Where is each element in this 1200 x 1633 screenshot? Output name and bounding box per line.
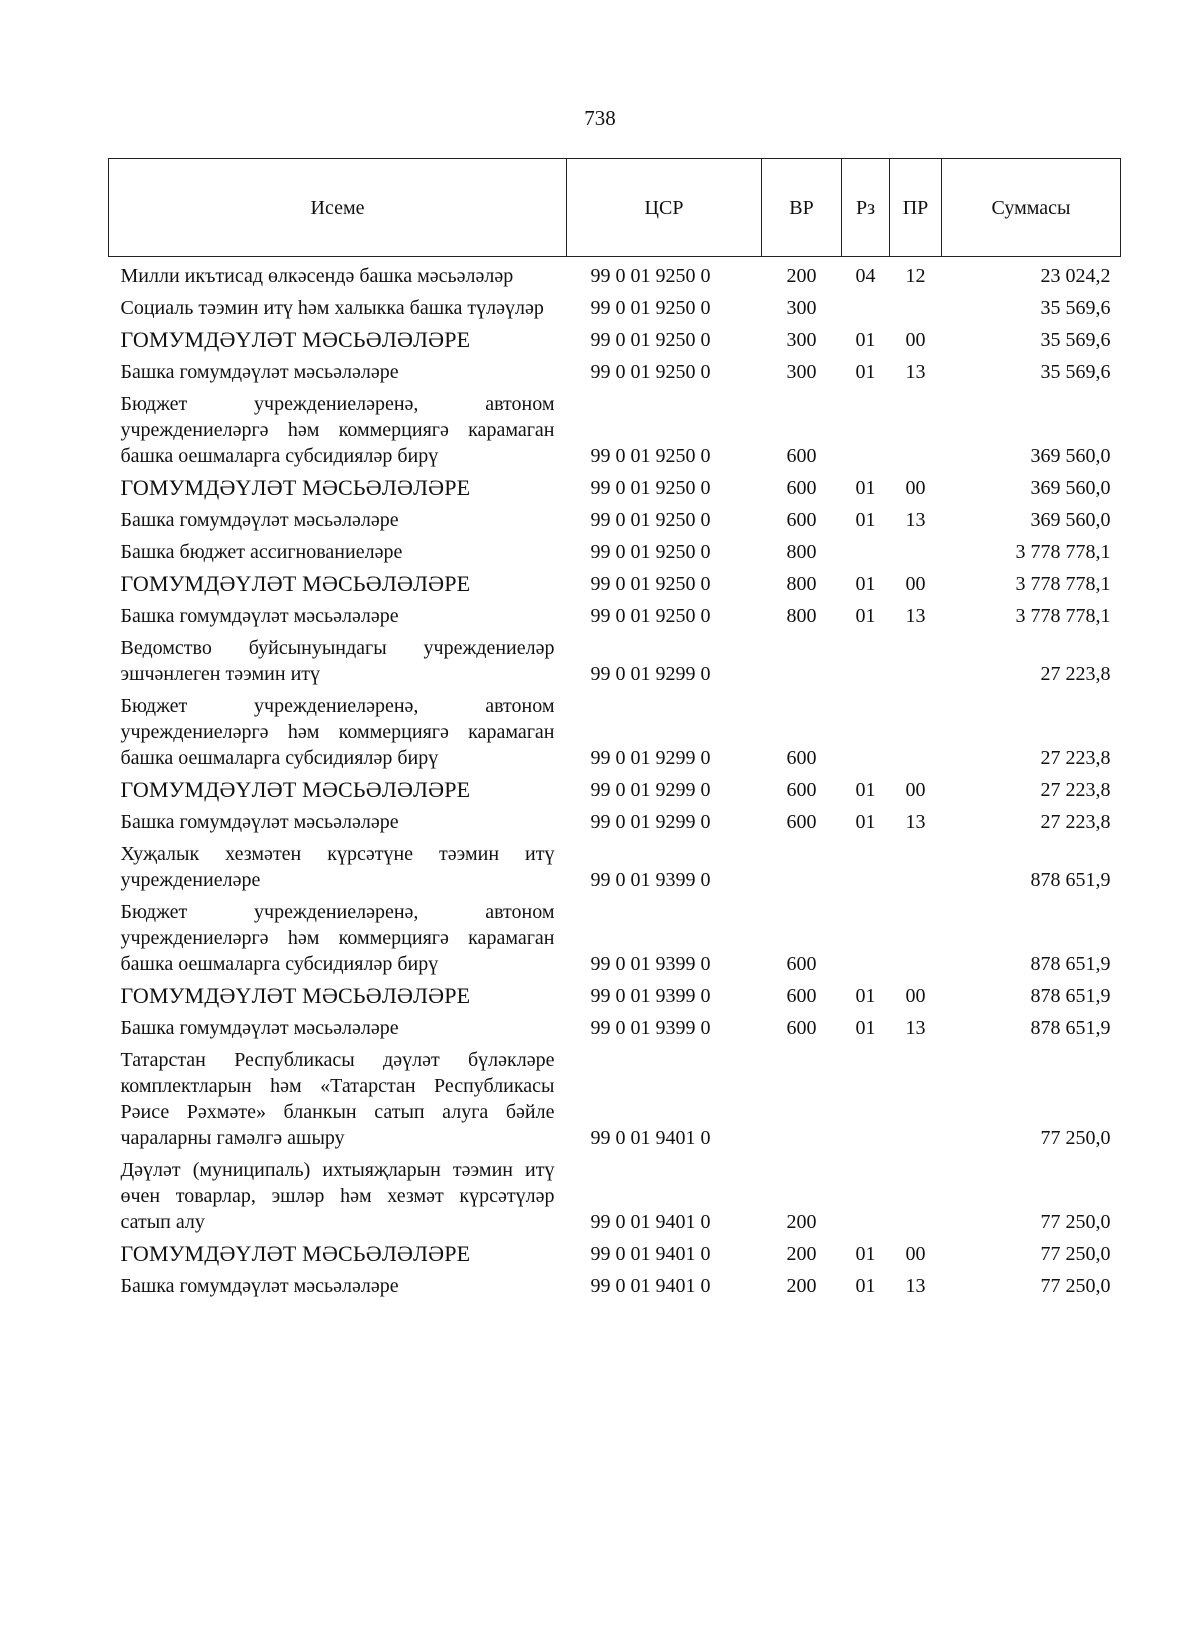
cell-name: Татарстан Республикасы дәүләт бүләкләре комплектларын һәм «Татарстан Республикасы Рәисе Рәхмәте» бланкын сатып алуга бәйле чараларны гамәлгә ашыру [120,1049,555,1149]
cell-csr: 99 0 01 9250 0 [590,445,711,467]
cell-vr: 800 [786,541,817,563]
cell-rz [842,388,890,472]
table-row [109,1154,1121,1238]
cell-csr: 99 0 01 9250 0 [590,329,711,351]
cell-sum: 35 569,6 [1040,361,1111,383]
cell-rz [842,838,890,896]
cell-name: Ведомство буйсынуындагы учреждениеләр эшчәнлеген тәэмин итү [120,637,555,685]
cell-csr: 99 0 01 9250 0 [590,297,711,319]
table-row [109,1238,1121,1270]
cell-sum: 3 778 778,1 [1015,605,1111,627]
cell-sum: 27 223,8 [1040,811,1111,833]
cell-vr: 600 [786,811,817,833]
table-row [109,980,1121,1012]
cell-csr: 99 0 01 9299 0 [590,663,711,685]
table-row [109,806,1121,838]
cell-rz: 01 [855,779,876,801]
cell-sum: 878 651,9 [1030,869,1111,891]
cell-pr [890,896,942,980]
table-row [109,690,1121,774]
cell-vr: 600 [786,779,817,801]
cell-pr: 00 [905,477,926,499]
cell-name: Башка гомумдәүләт мәсьәләләре [120,1017,399,1039]
cell-name: Башка бюджет ассигнованиеләре [120,541,403,563]
cell-csr: 99 0 01 9399 0 [590,1017,711,1039]
cell-vr: 600 [786,985,817,1007]
cell-rz: 01 [855,329,876,351]
cell-csr: 99 0 01 9401 0 [590,1275,711,1297]
cell-rz: 01 [855,361,876,383]
cell-csr: 99 0 01 9250 0 [590,541,711,563]
table-row [109,536,1121,568]
cell-csr: 99 0 01 9399 0 [590,985,711,1007]
table-row [109,1270,1121,1302]
cell-vr: 300 [786,329,817,351]
cell-pr: 00 [905,1243,926,1265]
cell-csr: 99 0 01 9401 0 [590,1127,711,1149]
table-row [109,324,1121,356]
cell-sum: 369 560,0 [1030,445,1111,467]
cell-pr: 12 [905,265,926,287]
table-row [109,568,1121,600]
cell-pr: 00 [905,985,926,1007]
cell-csr: 99 0 01 9250 0 [590,573,711,595]
cell-name: Башка гомумдәүләт мәсьәләләре [120,509,399,531]
cell-sum: 3 778 778,1 [1015,573,1111,595]
cell-name: Бюджет учреждениеләренә, автоном учреждениеләргә һәм коммерциягә карамаган башка оешмаларга субсидияләр бирү [120,901,555,975]
cell-vr: 300 [786,361,817,383]
header-row [109,159,1121,257]
cell-vr: 800 [786,605,817,627]
header-pr: ПР [890,159,942,257]
cell-rz: 01 [855,1243,876,1265]
cell-name: Башка гомумдәүләт мәсьәләләре [120,605,399,627]
cell-sum: 878 651,9 [1030,1017,1111,1039]
cell-sum: 3 778 778,1 [1015,541,1111,563]
cell-rz: 01 [855,573,876,595]
budget-table [108,158,1121,1302]
cell-pr: 13 [905,509,926,531]
cell-sum: 27 223,8 [1040,747,1111,769]
cell-pr [890,690,942,774]
cell-name: Башка гомумдәүләт мәсьәләләре [120,361,399,383]
cell-name: ГОМУМДӘҮЛӘТ МӘСЬӘЛӘЛӘРЕ [120,777,471,802]
cell-csr: 99 0 01 9250 0 [590,361,711,383]
cell-sum: 27 223,8 [1040,779,1111,801]
cell-vr: 600 [786,747,817,769]
table-row [109,896,1121,980]
table-row [109,356,1121,388]
table-row [109,292,1121,324]
cell-csr: 99 0 01 9250 0 [590,477,711,499]
cell-rz [842,292,890,324]
table-row [109,774,1121,806]
table-row [109,632,1121,690]
header-rz: Рз [842,159,890,257]
cell-sum: 369 560,0 [1030,509,1111,531]
cell-rz [842,1154,890,1238]
cell-name: ГОМУМДӘҮЛӘТ МӘСЬӘЛӘЛӘРЕ [120,571,471,596]
cell-rz [842,632,890,690]
cell-vr: 600 [786,953,817,975]
cell-vr [762,632,842,690]
cell-rz: 01 [855,509,876,531]
table-body [109,257,1121,1303]
cell-sum: 878 651,9 [1030,953,1111,975]
cell-vr [762,1044,842,1154]
cell-csr: 99 0 01 9399 0 [590,869,711,891]
cell-rz: 01 [855,811,876,833]
cell-name: Башка гомумдәүләт мәсьәләләре [120,1275,399,1297]
cell-vr: 200 [786,1243,817,1265]
cell-rz [842,536,890,568]
cell-vr: 200 [786,1275,817,1297]
cell-vr: 200 [786,265,817,287]
header-vr: ВР [762,159,842,257]
table-row [109,1044,1121,1154]
table-header [109,159,1121,257]
cell-name: ГОМУМДӘҮЛӘТ МӘСЬӘЛӘЛӘРЕ [120,475,471,500]
cell-pr [890,536,942,568]
table-row [109,472,1121,504]
cell-csr: 99 0 01 9399 0 [590,953,711,975]
cell-sum: 77 250,0 [1040,1211,1111,1233]
cell-pr: 13 [905,361,926,383]
cell-name: Милли икътисад өлкәсендә башка мәсьәләләр [120,265,514,287]
cell-name: Башка гомумдәүләт мәсьәләләре [120,811,399,833]
cell-rz [842,896,890,980]
cell-rz: 04 [855,265,876,287]
cell-rz: 01 [855,1017,876,1039]
cell-name: ГОМУМДӘҮЛӘТ МӘСЬӘЛӘЛӘРЕ [120,327,471,352]
header-name: Исеме [109,159,567,257]
cell-vr: 200 [786,1211,817,1233]
cell-pr: 13 [905,605,926,627]
cell-rz: 01 [855,605,876,627]
cell-sum: 77 250,0 [1040,1243,1111,1265]
cell-pr: 00 [905,329,926,351]
cell-pr: 13 [905,1275,926,1297]
cell-csr: 99 0 01 9250 0 [590,509,711,531]
table-row [109,504,1121,536]
cell-vr [762,838,842,896]
cell-rz: 01 [855,985,876,1007]
table-row [109,1012,1121,1044]
cell-sum: 77 250,0 [1040,1275,1111,1297]
cell-pr: 13 [905,1017,926,1039]
cell-vr: 600 [786,509,817,531]
cell-csr: 99 0 01 9299 0 [590,747,711,769]
cell-sum: 35 569,6 [1040,329,1111,351]
cell-name: Хуҗалык хезмәтен күрсәтүне тәэмин итү учреждениеләре [120,843,555,891]
table-row [109,838,1121,896]
header-sum: Суммасы [942,159,1121,257]
cell-vr: 600 [786,1017,817,1039]
cell-csr: 99 0 01 9250 0 [590,265,711,287]
cell-pr: 00 [905,573,926,595]
cell-pr: 13 [905,811,926,833]
cell-name: Дәүләт (муниципаль) ихтыяҗларын тәэмин итү өчен товарлар, эшләр һәм хезмәт күрсәтүләр сатып алу [120,1159,555,1233]
cell-pr [890,1044,942,1154]
cell-csr: 99 0 01 9401 0 [590,1211,711,1233]
cell-csr: 99 0 01 9299 0 [590,779,711,801]
cell-csr: 99 0 01 9250 0 [590,605,711,627]
cell-sum: 878 651,9 [1030,985,1111,1007]
cell-pr [890,1154,942,1238]
cell-pr [890,292,942,324]
cell-rz: 01 [855,477,876,499]
cell-pr [890,388,942,472]
cell-name: Социаль тәэмин итү һәм халыкка башка түләүләр [120,297,544,319]
cell-name: ГОМУМДӘҮЛӘТ МӘСЬӘЛӘЛӘРЕ [120,983,471,1008]
cell-sum: 23 024,2 [1040,265,1111,287]
table-row [109,388,1121,472]
cell-vr: 600 [786,445,817,467]
cell-sum: 27 223,8 [1040,663,1111,685]
cell-vr: 800 [786,573,817,595]
table-row [109,600,1121,632]
header-csr: ЦСР [567,159,762,257]
cell-rz [842,1044,890,1154]
cell-sum: 77 250,0 [1040,1127,1111,1149]
cell-name: Бюджет учреждениеләренә, автоном учреждениеләргә һәм коммерциягә карамаган башка оешмаларга субсидияләр бирү [120,695,555,769]
cell-csr: 99 0 01 9401 0 [590,1243,711,1265]
cell-name: ГОМУМДӘҮЛӘТ МӘСЬӘЛӘЛӘРЕ [120,1241,471,1266]
cell-csr: 99 0 01 9299 0 [590,811,711,833]
cell-rz [842,690,890,774]
table-row [109,257,1121,293]
cell-sum: 369 560,0 [1030,477,1111,499]
cell-name: Бюджет учреждениеләренә, автоном учреждениеләргә һәм коммерциягә карамаган башка оешмаларга субсидияләр бирү [120,393,555,467]
cell-rz: 01 [855,1275,876,1297]
cell-vr: 300 [786,297,817,319]
cell-pr [890,838,942,896]
page-number: 738 [584,106,616,130]
cell-vr: 600 [786,477,817,499]
cell-sum: 35 569,6 [1040,297,1111,319]
cell-pr [890,632,942,690]
cell-pr: 00 [905,779,926,801]
